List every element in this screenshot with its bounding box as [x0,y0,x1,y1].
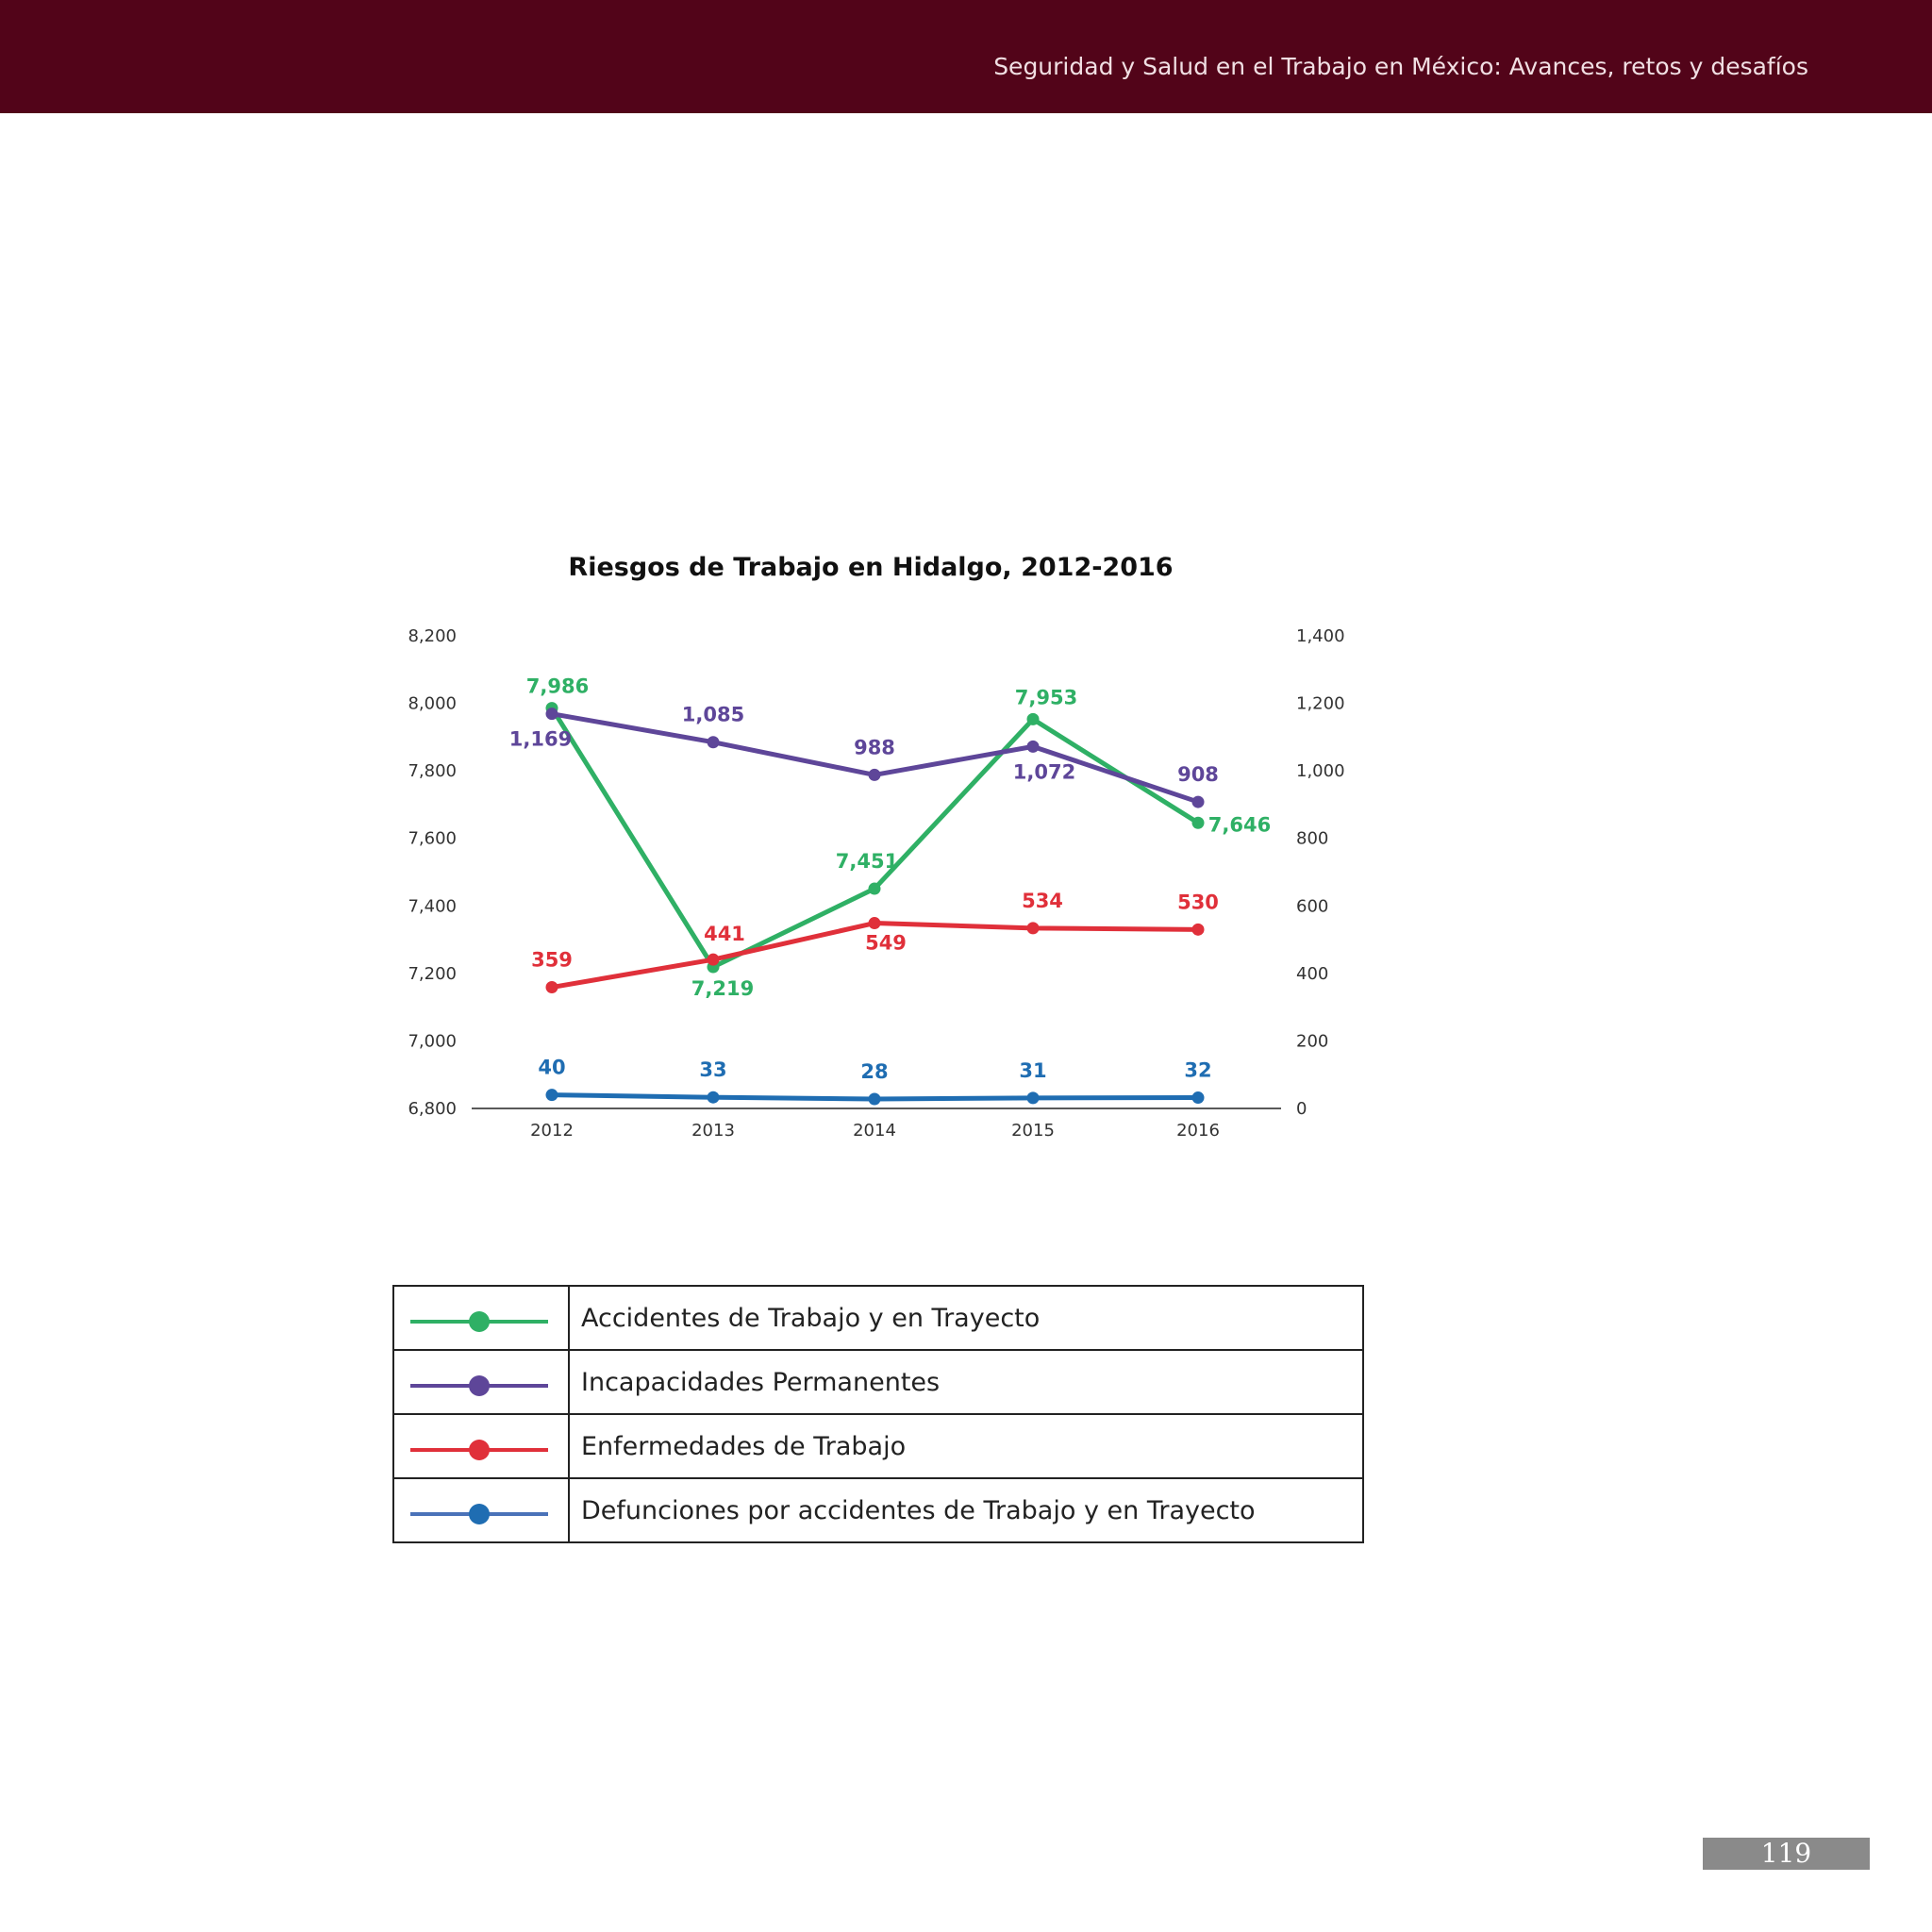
legend-label-accidentes: Accidentes de Trabajo y en Trayecto [569,1286,1363,1350]
data-point [869,1092,881,1105]
y-right-tick-label: 1,000 [1296,761,1345,782]
data-point [708,1091,720,1104]
data-label: 7,451 [835,850,899,874]
x-tick-label: 2016 [1176,1121,1220,1141]
legend-row [393,1350,1363,1414]
data-point [546,708,558,720]
y-left-tick-label: 7,400 [408,896,457,917]
data-label: 7,646 [1208,813,1272,837]
data-label: 7,219 [691,977,755,1001]
y-right-tick-label: 400 [1296,963,1329,984]
data-label: 7,953 [1014,686,1078,709]
y-left-tick-label: 7,600 [408,828,457,849]
data-label: 28 [860,1059,889,1083]
data-point [1027,713,1040,725]
y-left-tick-label: 7,200 [408,963,457,984]
data-point [1027,741,1040,753]
legend-row [393,1414,1363,1478]
y-left-tick-label: 8,200 [408,626,457,646]
y-left-tick-label: 7,000 [408,1031,457,1052]
legend-label-incapacidades: Incapacidades Permanentes [569,1350,1363,1414]
data-point [869,917,881,929]
page-number: 119 [1703,1838,1870,1870]
legend-swatch-incapacidades [393,1350,569,1414]
data-point [1192,1091,1205,1104]
legend-swatch-defunciones [393,1478,569,1542]
y-right-tick-label: 1,400 [1296,626,1345,646]
data-point [1192,817,1205,829]
chart-title: Riesgos de Trabajo en Hidalgo, 2012-2016 [568,553,1174,582]
legend-row [393,1286,1363,1350]
data-point [546,981,558,993]
legend-label-enfermedades: Enfermedades de Trabajo [569,1414,1363,1478]
legend-marker [394,1415,568,1473]
x-tick-label: 2015 [1011,1121,1055,1141]
data-label: 530 [1177,891,1219,914]
data-label: 33 [699,1058,727,1082]
y-right-tick-label: 600 [1296,896,1329,917]
y-right-tick-label: 800 [1296,828,1329,849]
y-right-tick-label: 0 [1296,1099,1307,1119]
data-label: 32 [1184,1058,1212,1082]
y-left-tick-label: 7,800 [408,761,457,782]
y-right-tick-label: 1,200 [1296,693,1345,714]
data-point [1027,1091,1040,1104]
data-point [869,883,881,895]
y-right-tick-label: 200 [1296,1031,1329,1052]
data-point [869,769,881,781]
data-label: 7,986 [525,675,590,698]
x-tick-label: 2014 [853,1121,896,1141]
legend [392,1285,1364,1543]
legend-marker [394,1351,568,1408]
data-point [546,1089,558,1101]
legend-row [393,1478,1363,1542]
legend-marker [394,1287,568,1344]
legend-swatch-enfermedades [393,1414,569,1478]
data-label: 359 [531,948,573,972]
y-left-tick-label: 6,800 [408,1099,457,1119]
legend-swatch-accidentes [393,1286,569,1350]
data-label: 549 [865,931,907,955]
data-label: 40 [538,1056,566,1079]
legend-label-defunciones: Defunciones por accidentes de Trabajo y en Trayecto [569,1478,1363,1542]
data-point [1192,924,1205,936]
data-label: 1,072 [1012,760,1076,784]
x-tick-label: 2013 [691,1121,735,1141]
data-point [708,736,720,748]
data-point [1027,922,1040,934]
data-label: 441 [704,923,745,946]
data-label: 988 [854,736,895,759]
x-tick-label: 2012 [530,1121,574,1141]
data-label: 31 [1019,1058,1047,1082]
data-label: 534 [1022,889,1063,912]
legend-marker [394,1479,568,1537]
data-label: 1,169 [508,727,573,751]
data-label: 1,085 [681,703,745,726]
header-title: Seguridad y Salud en el Trabajo en México: Avances, retos y desafíos [993,53,1808,80]
data-label: 908 [1177,763,1219,787]
y-left-tick-label: 8,000 [408,693,457,714]
data-point [708,954,720,966]
data-point [1192,796,1205,808]
